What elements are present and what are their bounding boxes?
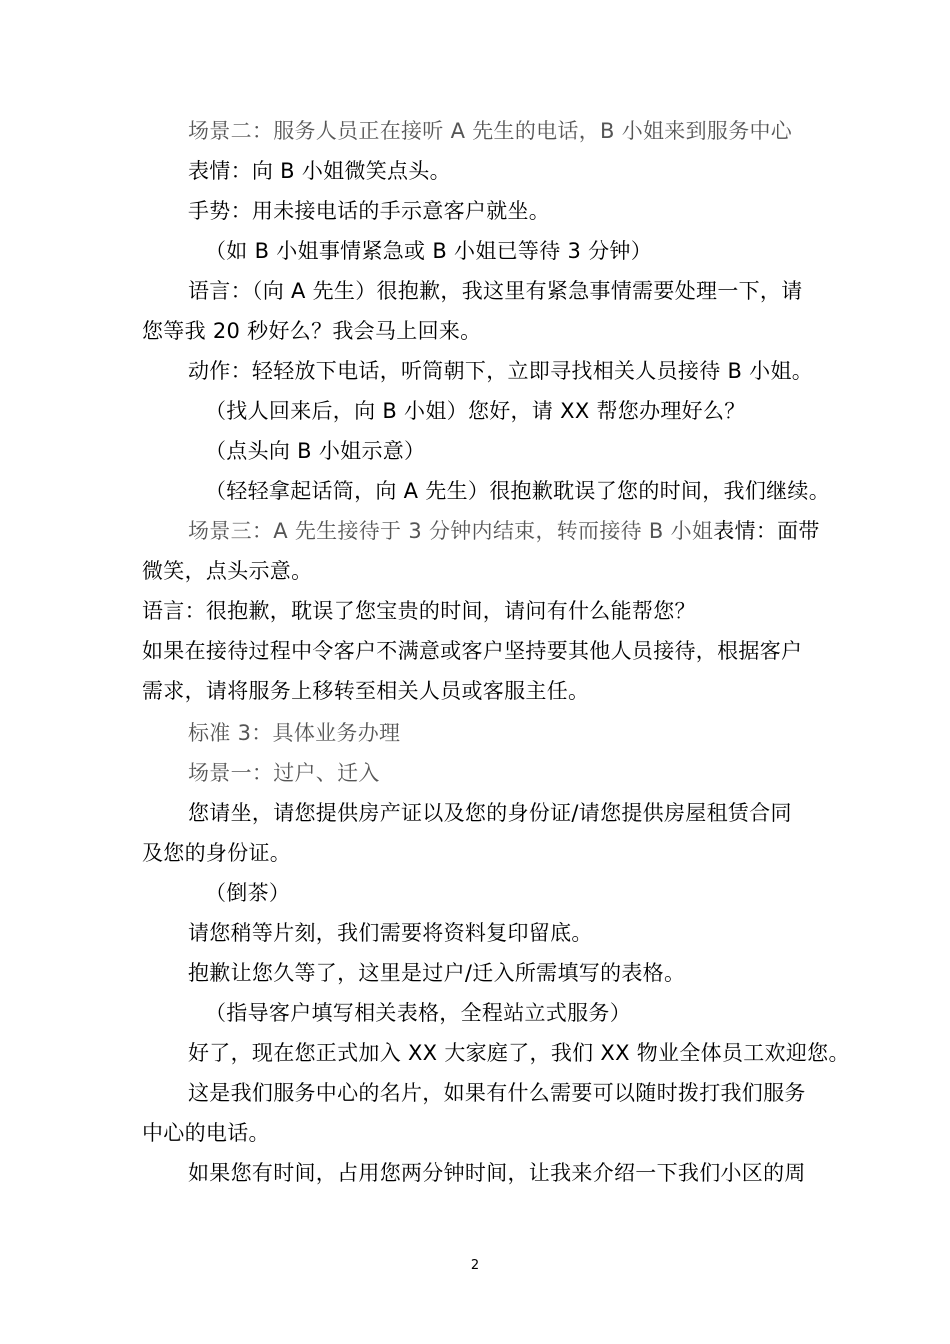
scene-three-expression: 表情：面带 xyxy=(713,519,820,543)
scene-three-line xyxy=(188,516,820,546)
business-card-line: 这是我们服务中心的名片，如果有什么需要可以随时拨打我们服务 xyxy=(188,1081,806,1105)
escalation-line-continued: 需求，请将服务上移转至相关人员或客服主任。 xyxy=(142,679,590,703)
expression-line: 表情：向 B 小姐微笑点头。 xyxy=(188,159,451,183)
condition-note: （如 B 小姐事情紧急或 B 小姐已等待 3 分钟） xyxy=(205,239,653,263)
business-card-continued: 中心的电话。 xyxy=(142,1121,270,1145)
return-note: （找人回来后，向 B 小姐）您好，请 XX 帮您办理好么？ xyxy=(205,399,746,423)
introduction-line: 如果您有时间，占用您两分钟时间，让我来介绍一下我们小区的周 xyxy=(188,1161,806,1185)
documents-request-line: 您请坐，请您提供房产证以及您的身份证/请您提供房屋租赁合同 xyxy=(188,801,792,825)
action-line: 动作：轻轻放下电话，听筒朝下，立即寻找相关人员接待 B 小姐。 xyxy=(188,359,814,383)
welcome-line: 好了，现在您正式加入 XX 大家庭了，我们 XX 物业全体员工欢迎您。 xyxy=(188,1041,850,1065)
scene-three-continued: 微笑，点头示意。 xyxy=(142,559,313,583)
nod-note: （点头向 B 小姐示意） xyxy=(205,439,426,463)
speech-line-continued: 您等我 20 秒好么？我会马上回来。 xyxy=(142,319,482,343)
serve-tea-note: （倒茶） xyxy=(205,881,291,905)
copy-documents-line: 请您稍等片刻，我们需要将资料复印留底。 xyxy=(188,921,593,945)
apology-speech-line: 语言：很抱歉，耽误了您宝贵的时间，请问有什么能帮您？ xyxy=(142,599,696,623)
page-number: 2 xyxy=(470,1258,480,1273)
forms-line: 抱歉让您久等了，这里是过户/迁入所需填写的表格。 xyxy=(188,961,686,985)
phone-resume-note: （轻轻拿起话筒，向 A 先生）很抱歉耽误了您的时间，我们继续。 xyxy=(205,479,831,503)
guide-forms-note: （指导客户填写相关表格，全程站立式服务） xyxy=(205,1001,631,1025)
escalation-line: 如果在接待过程中令客户不满意或客户坚持要其他人员接待，根据客户 xyxy=(142,639,803,663)
scene-two-heading: 场景二：服务人员正在接听 A 先生的电话，B 小姐来到服务中心 xyxy=(188,119,793,143)
documents-request-continued: 及您的身份证。 xyxy=(142,841,292,865)
standard-three-heading: 标准 3：具体业务办理 xyxy=(188,721,401,745)
scene-one-heading: 场景一：过户、迁入 xyxy=(188,761,380,785)
gesture-line: 手势：用未接电话的手示意客户就坐。 xyxy=(188,199,551,223)
scene-three-heading: 场景三：A 先生接待于 3 分钟内结束，转而接待 B 小姐 xyxy=(188,519,714,543)
speech-line: 语言：（向 A 先生）很抱歉，我这里有紧急事情需要处理一下，请 xyxy=(188,279,803,303)
